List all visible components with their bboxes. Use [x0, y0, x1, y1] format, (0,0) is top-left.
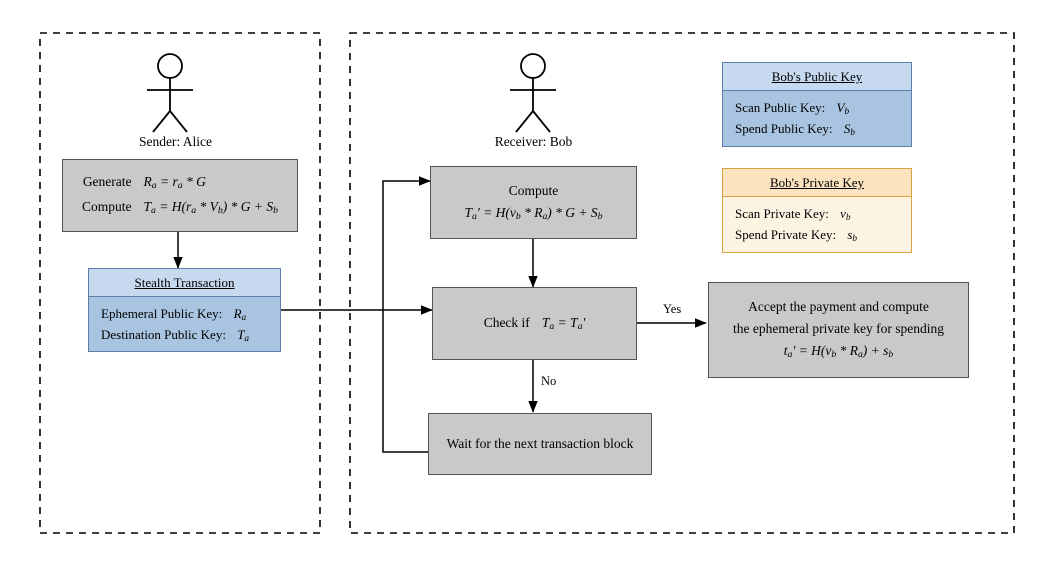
bob-public-key-header: [723, 63, 911, 91]
yes-edge-label: Yes: [663, 302, 682, 316]
sender-actor-label: Sender: Alice: [138, 134, 213, 149]
receiver-actor-label: Receiver: Bob: [494, 134, 573, 149]
bob-spend-public-key-row: [735, 119, 899, 141]
bob-spend-private-key-value: $s_b$: [847, 227, 858, 245]
stealth-transaction-card: [88, 268, 281, 352]
check-equality-box: [432, 287, 637, 360]
bob-scan-public-key-label: Scan Public Key:: [735, 99, 826, 115]
bob-scan-private-key-value: $v_b$: [840, 205, 851, 223]
generate-label: Generate: [82, 174, 132, 190]
compute-label: Compute: [82, 199, 132, 214]
receiver-compute-box: [430, 166, 637, 239]
compute-expression: $T_a = H(r_a * V_b) * G + S_b$: [143, 199, 278, 217]
wait-block-text: Wait for the next transaction block: [446, 435, 634, 451]
stealth-row-destination-value: $T_a$: [237, 327, 250, 345]
accept-expression: $t_a' = H(v_b * R_a) + s_b$: [783, 343, 894, 361]
bob-private-key-card: [722, 168, 912, 253]
bob-scan-public-key-value: $V_b$: [836, 99, 850, 117]
bob-private-key-header: [723, 169, 911, 197]
generate-compute-box: [62, 159, 298, 232]
stealth-row-ephemeral-label: Ephemeral Public Key:: [101, 305, 223, 321]
accept-line-2: the ephemeral private key for spending: [732, 321, 945, 337]
bob-spend-private-key-row: [735, 225, 899, 247]
bob-scan-public-key-row: [735, 98, 899, 120]
receiver-compute-title: Compute: [508, 182, 559, 198]
stealth-row-ephemeral-value: $R_a$: [233, 305, 247, 323]
no-edge-label: No: [541, 374, 557, 388]
stealth-transaction-header-text: Stealth Transaction: [134, 275, 235, 290]
stealth-transaction-rows: [89, 297, 280, 355]
bob-public-key-card: [722, 62, 912, 147]
accept-line-1: Accept the payment and compute: [748, 298, 929, 314]
bob-public-key-rows: [723, 91, 911, 149]
stealth-transaction-header: [89, 269, 280, 297]
accept-payment-box: [708, 282, 969, 378]
bob-private-key-header-text: Bob's Private Key: [769, 175, 865, 190]
stealth-row-destination: [101, 325, 268, 347]
bob-private-key-rows: [723, 197, 911, 255]
check-expression: $T_a = T_a'$: [541, 314, 586, 332]
bob-scan-private-key-label: Scan Private Key:: [735, 205, 829, 221]
receiver-compute-expression: $T_a' = H(v_b * R_a) * G + S_b$: [464, 204, 603, 222]
wait-block-box: [428, 413, 652, 475]
check-label: Check if: [483, 314, 530, 330]
generate-expression: $R_a = r_a * G$: [143, 174, 206, 192]
bob-spend-private-key-label: Spend Private Key:: [735, 227, 837, 243]
stealth-row-destination-label: Destination Public Key:: [101, 327, 226, 343]
stealth-row-ephemeral: [101, 304, 268, 326]
bob-public-key-header-text: Bob's Public Key: [771, 69, 863, 84]
bob-spend-public-key-value: $S_b$: [843, 121, 855, 139]
bob-spend-public-key-label: Spend Public Key:: [735, 121, 833, 137]
bob-scan-private-key-row: [735, 204, 899, 226]
